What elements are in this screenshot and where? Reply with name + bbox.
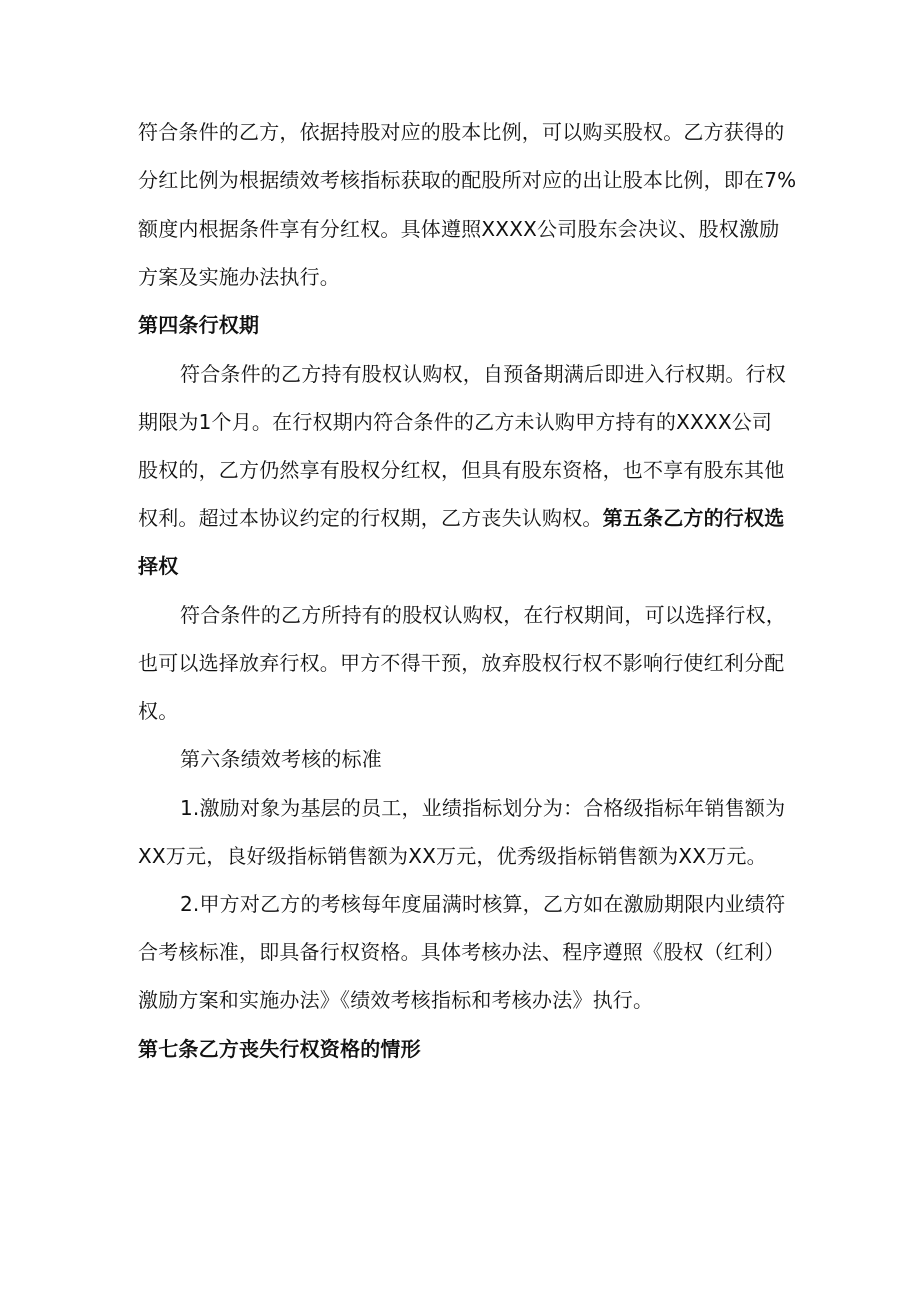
paragraph-line: 1.激励对象为基层的员工，业绩指标划分为：合格级指标年销售额为 [180, 796, 786, 820]
article5-heading-start: 第五条乙方的行权选 [602, 506, 785, 530]
paragraph-line: 也可以选择放弃行权。甲方不得干预，放弃股权行权不影响行使红利分配 [138, 651, 785, 675]
article6-heading: 第六条绩效考核的标准 [180, 747, 382, 771]
paragraph-line: 符合条件的乙方，依据持股对应的股本比例，可以购买股权。乙方获得的 [138, 120, 785, 144]
paragraph-line: 合考核标准，即具备行权资格。具体考核办法、程序遵照《股权（红利） [138, 940, 785, 964]
paragraph-line: 2.甲方对乙方的考核每年度届满时核算，乙方如在激励期限内业绩符 [180, 892, 786, 916]
paragraph-line: 激励方案和实施办法》《绩效考核指标和考核办法》执行。 [138, 988, 654, 1012]
paragraph-line: 符合条件的乙方所持有的股权认购权，在行权期间，可以选择行权， [180, 603, 786, 627]
paragraph-line: 股权的，乙方仍然享有股权分红权，但具有股东资格，也不享有股东其他 [138, 458, 785, 482]
paragraph-line: 权。 [138, 699, 179, 723]
paragraph-text: 权利。超过本协议约定的行权期，乙方丧失认购权。 [138, 506, 603, 530]
paragraph-line: XX万元，良好级指标销售额为XX万元，优秀级指标销售额为XX万元。 [138, 844, 767, 868]
article4-heading: 第四条行权期 [138, 313, 260, 337]
paragraph-line: 额度内根据条件享有分红权。具体遵照XXXX公司股东会决议、股权激励 [138, 217, 780, 241]
article5-heading-end: 择权 [138, 554, 179, 578]
paragraph-line: 符合条件的乙方持有股权认购权，自预备期满后即进入行权期。行权 [180, 362, 786, 386]
paragraph-line: 分红比例为根据绩效考核指标获取的配股所对应的出让股本比例，即在7% [138, 168, 797, 192]
paragraph-line-mixed [138, 504, 784, 532]
article7-heading: 第七条乙方丧失行权资格的情形 [138, 1037, 421, 1061]
paragraph-line: 期限为1个月。在行权期内符合条件的乙方未认购甲方持有的XXXX公司 [138, 410, 773, 434]
paragraph-line: 方案及实施办法执行。 [138, 265, 340, 289]
